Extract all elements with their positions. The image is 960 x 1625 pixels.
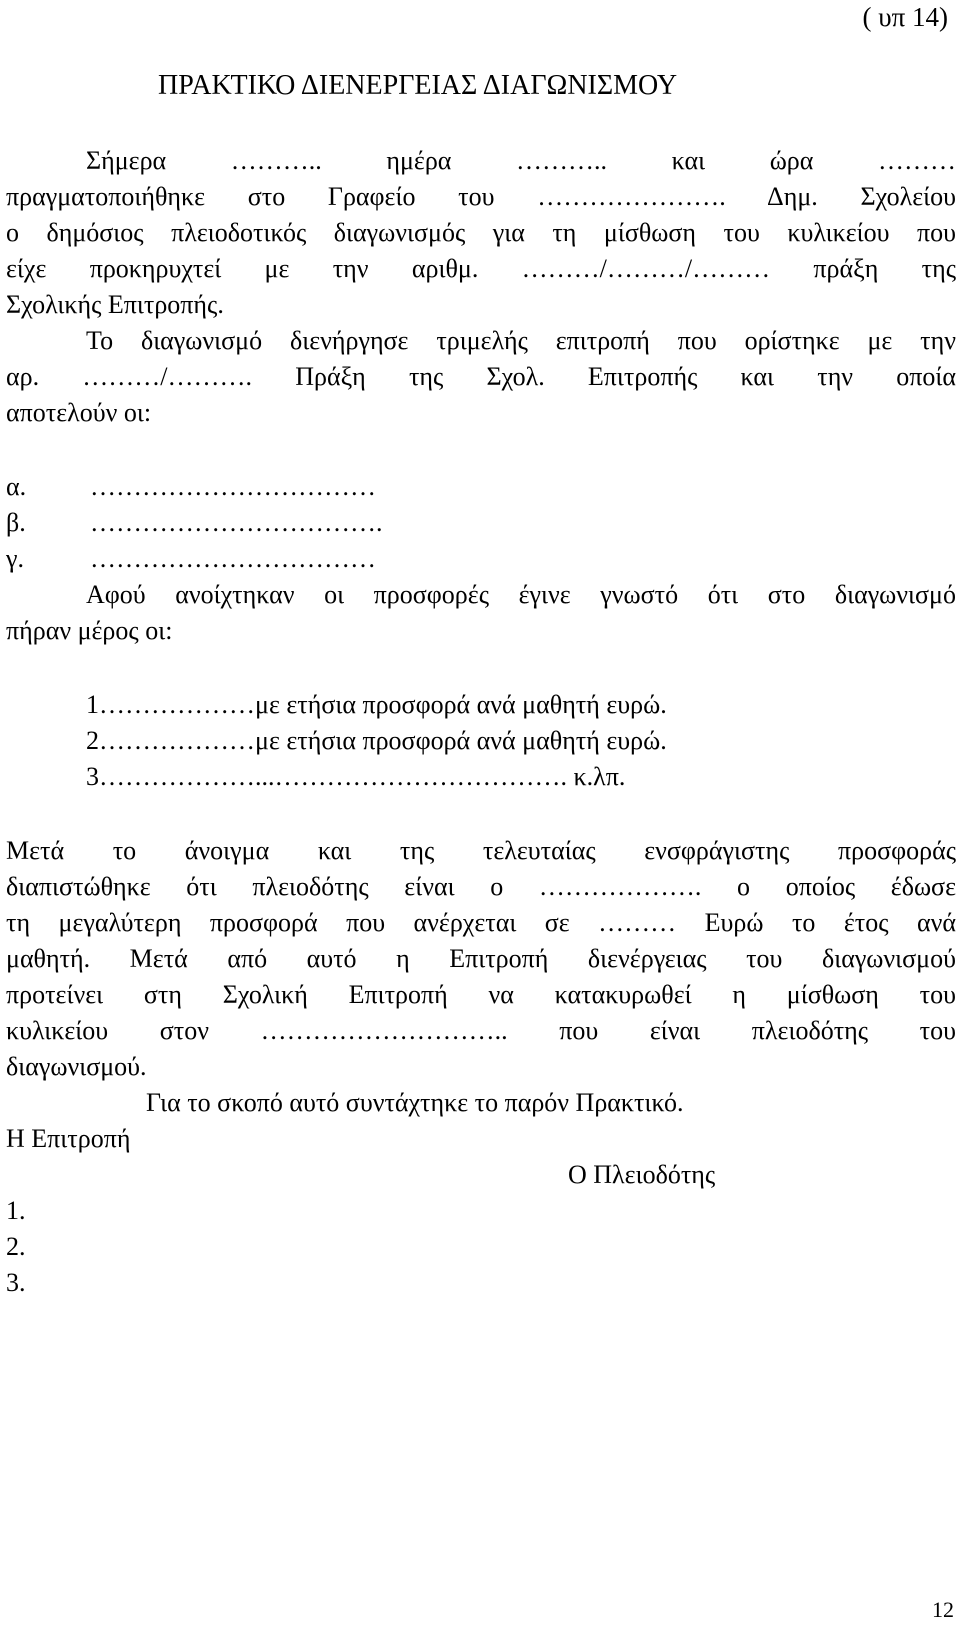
member-dots-c: …………………………… <box>90 544 376 573</box>
offers-intro-line-2: πήραν μέρος οι: <box>6 616 173 645</box>
committee-line-3: αποτελούν οι: <box>6 398 152 427</box>
signature-1: 1. <box>6 1196 26 1225</box>
closing-sentence: Για το σκοπό αυτό συντάχτηκε το παρόν Πρακτικό. <box>146 1088 684 1117</box>
member-letter-c: γ. <box>6 544 24 573</box>
offer-item-2: 2………………με ετήσια προσφορά ανά μαθητή ευρώ. <box>86 726 667 755</box>
intro-line-3: ο δημόσιος πλειοδοτικός διαγωνισμός για τη μίσθωση του κυλικείου που <box>6 218 956 247</box>
conclusion-line-6: κυλικείου στον ……………………….. που είναι πλειοδότης του <box>6 1016 956 1045</box>
conclusion-line-4: μαθητή. Μετά από αυτό η Επιτροπή διενέργειας του διαγωνισμού <box>6 944 956 973</box>
committee-line-1: Το διαγωνισμό διενήργησε τριμελής επιτροπή που ορίστηκε με την <box>86 326 956 355</box>
conclusion-line-1: Μετά το άνοιγμα και της τελευταίας ενσφράγιστης προσφοράς <box>6 836 956 865</box>
offers-intro-line-1: Αφού ανοίχτηκαν οι προσφορές έγινε γνωστό ότι στο διαγωνισμό <box>86 580 956 609</box>
member-dots-b: ……………………………. <box>90 508 383 537</box>
committee-line-2: αρ. ………/………. Πράξη της Σχολ. Επιτροπής και την οποία <box>6 362 956 391</box>
document-title: ΠΡΑΚΤΙΚΟ ΔΙΕΝΕΡΓΕΙΑΣ ΔΙΑΓΩΝΙΣΜΟΥ <box>158 70 678 101</box>
intro-line-2: πραγματοποιήθηκε στο Γραφείο του …………………. Δημ. Σχολείου <box>6 182 956 211</box>
offer-item-3: 3………………...……………………………. κ.λπ. <box>86 762 626 791</box>
member-letter-a: α. <box>6 472 27 501</box>
committee-label: Η Επιτροπή <box>6 1124 131 1153</box>
signature-2: 2. <box>6 1232 26 1261</box>
intro-line-4: είχε προκηρυχτεί με την αριθμ. ………/………/……… πράξη της <box>6 254 956 283</box>
page-reference: ( υπ 14) <box>862 2 948 32</box>
conclusion-line-5: προτείνει στη Σχολική Επιτροπή να κατακυρωθεί η μίσθωση του <box>6 980 956 1009</box>
conclusion-line-3: τη μεγαλύτερη προσφορά που ανέρχεται σε ……… Ευρώ το έτος ανά <box>6 908 956 937</box>
member-letter-b: β. <box>6 508 26 537</box>
bidder-label: Ο Πλειοδότης <box>568 1160 716 1189</box>
signature-3: 3. <box>6 1268 26 1297</box>
intro-line-5: Σχολικής Επιτροπής. <box>6 290 224 319</box>
member-dots-a: …………………………… <box>90 472 376 501</box>
conclusion-line-2: διαπιστώθηκε ότι πλειοδότης είναι ο ………………. ο οποίος έδωσε <box>6 872 956 901</box>
intro-line-1: Σήμερα ……….. ημέρα ……….. και ώρα ……… <box>86 146 956 175</box>
page-number: 12 <box>932 1597 954 1622</box>
offer-item-1: 1………………με ετήσια προσφορά ανά μαθητή ευρώ. <box>86 690 667 719</box>
conclusion-line-7: διαγωνισμού. <box>6 1052 147 1081</box>
